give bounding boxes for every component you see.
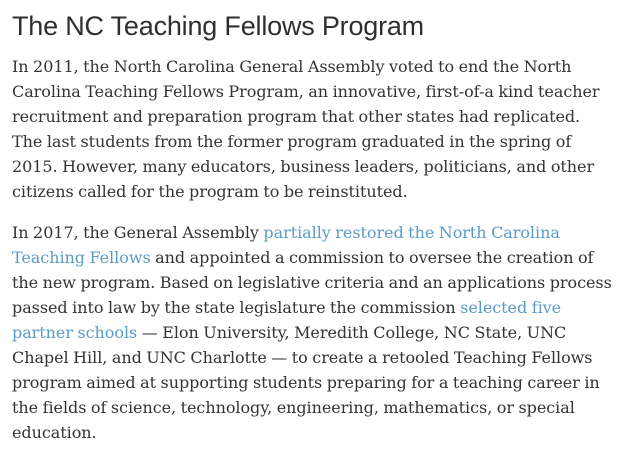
paragraph-2-text-2: and appointed a commission to oversee the creation of the new program. Based on legislative criteria and an applications process passed into law by the state legislature the commission (12, 248, 612, 317)
teaching-fellows-restored-link[interactable]: partially restored the North Carolina Teaching Fellows (12, 223, 560, 267)
partner-schools-link[interactable]: selected five partner schools (12, 298, 562, 342)
paragraph-2-text-3: — Elon University, Meredith College, NC State, UNC Chapel Hill, and UNC Charlotte — to create a retooled Teaching Fellows program aimed at supporting students preparing for a teaching career in the fields of science, technology, engineering, mathematics, or special education. (12, 323, 600, 442)
paragraph-1: In 2011, the North Carolina General Assembly voted to end the North Carolina Teaching Fellows Program, an innovative, first-of-a kind teacher recruitment and preparation program that other states had replicated. The last students from the former program graduated in the spring of 2015. However, many educators, business leaders, politicians, and other citizens called for the program to be reinstituted. (12, 57, 600, 201)
paragraph-2-text-1: In 2017, the General Assembly (12, 223, 264, 242)
paragraph-2 (12, 220, 612, 445)
page-title: The NC Teaching Fellows Program (12, 11, 424, 41)
